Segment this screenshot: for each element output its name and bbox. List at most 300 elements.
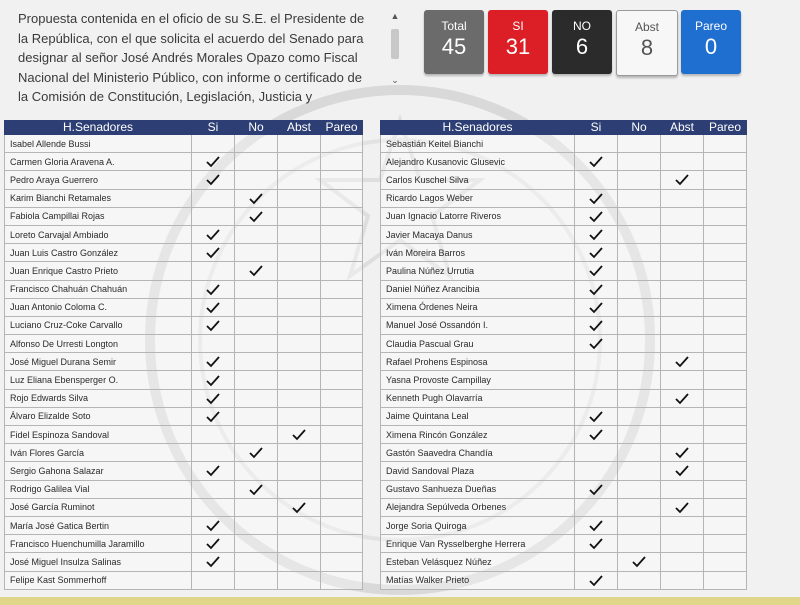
check-icon <box>205 319 221 332</box>
abst-count-box <box>616 10 678 76</box>
vote-cell-no <box>235 171 278 189</box>
vote-cell-abst <box>661 316 704 334</box>
vote-cell-pareo <box>704 171 747 189</box>
vote-cell-si <box>192 371 235 389</box>
check-icon <box>588 410 604 423</box>
vote-cell-pareo <box>704 316 747 334</box>
table-row <box>381 353 747 371</box>
table-row <box>381 316 747 334</box>
senator-name: David Sandoval Plaza <box>381 462 575 480</box>
senator-name: Claudia Pascual Grau <box>381 335 575 353</box>
vote-cell-pareo <box>321 553 363 571</box>
table-row <box>381 553 747 571</box>
vote-cell-no <box>618 571 661 589</box>
vote-cell-no <box>618 462 661 480</box>
vote-cell-abst <box>278 462 321 480</box>
check-icon <box>588 519 604 532</box>
check-icon <box>674 446 690 459</box>
vote-cell-si <box>192 316 235 334</box>
scroll-thumb[interactable] <box>391 29 399 59</box>
vote-cell-pareo <box>704 153 747 171</box>
scroll-track[interactable] <box>391 23 399 73</box>
check-icon <box>205 537 221 550</box>
vote-cell-pareo <box>704 225 747 243</box>
vote-cell-si <box>192 262 235 280</box>
vote-cell-pareo <box>704 480 747 498</box>
vote-cell-no <box>618 225 661 243</box>
pareo-label: Pareo <box>694 19 728 33</box>
vote-cell-si <box>192 571 235 589</box>
vote-cell-si <box>192 444 235 462</box>
no-value: 6 <box>575 34 589 59</box>
vote-cell-abst <box>661 480 704 498</box>
vote-cell-pareo <box>704 407 747 425</box>
vote-cell-no <box>235 280 278 298</box>
senator-name: Iván Moreira Barros <box>381 244 575 262</box>
vote-cell-no <box>235 225 278 243</box>
si-value: 31 <box>505 34 531 59</box>
vote-cell-si <box>575 462 618 480</box>
senator-name: José Miguel Durana Semir <box>5 353 192 371</box>
vote-cell-abst <box>278 244 321 262</box>
table-row <box>5 207 363 225</box>
check-icon <box>205 464 221 477</box>
senator-name: Felipe Kast Sommerhoff <box>5 571 192 589</box>
table-row <box>381 280 747 298</box>
column-header-senators: H.Senadores <box>5 121 192 135</box>
vote-cell-abst <box>278 280 321 298</box>
vote-cell-abst <box>278 571 321 589</box>
senator-name: Jaime Quintana Leal <box>381 407 575 425</box>
table-row <box>5 153 363 171</box>
vote-cell-si <box>575 426 618 444</box>
senators-vote-table-right <box>380 120 747 590</box>
vote-cell-pareo <box>704 371 747 389</box>
vote-cell-si <box>192 171 235 189</box>
vote-cell-no <box>235 244 278 262</box>
total-value: 45 <box>441 34 467 59</box>
table-row <box>5 262 363 280</box>
bottom-border <box>0 597 800 605</box>
vote-cell-si <box>192 389 235 407</box>
vote-cell-no <box>235 207 278 225</box>
check-icon <box>205 355 221 368</box>
vote-cell-si <box>575 553 618 571</box>
check-icon <box>588 283 604 296</box>
senator-name: Rafael Prohens Espinosa <box>381 353 575 371</box>
vote-cell-abst <box>278 407 321 425</box>
senator-name: Rojo Edwards Silva <box>5 389 192 407</box>
vote-cell-abst <box>661 371 704 389</box>
table-row <box>5 389 363 407</box>
senator-name: Jorge Soria Quiroga <box>381 516 575 534</box>
chevron-down-icon[interactable]: ⌄ <box>391 75 399 85</box>
table-row <box>5 462 363 480</box>
senator-name: Pedro Araya Guerrero <box>5 171 192 189</box>
vote-cell-no <box>618 316 661 334</box>
vote-cell-si <box>575 516 618 534</box>
no-count-box <box>552 10 612 74</box>
vote-cell-no <box>618 444 661 462</box>
vote-cell-abst <box>278 189 321 207</box>
vote-cell-no <box>235 462 278 480</box>
vote-cell-no <box>618 262 661 280</box>
senator-name: José Miguel Insulza Salinas <box>5 553 192 571</box>
vote-cell-abst <box>278 480 321 498</box>
table-row <box>381 444 747 462</box>
vote-cell-abst <box>278 316 321 334</box>
vote-cell-si <box>575 444 618 462</box>
vote-cell-no <box>235 298 278 316</box>
vote-cell-abst <box>661 353 704 371</box>
vote-cell-si <box>575 353 618 371</box>
vote-cell-no <box>618 535 661 553</box>
vote-cell-abst <box>661 335 704 353</box>
check-icon <box>248 264 264 277</box>
vote-cell-abst <box>661 553 704 571</box>
no-label: NO <box>573 19 591 33</box>
column-header-si: Si <box>192 121 235 135</box>
vote-cell-si <box>192 298 235 316</box>
senator-name: Matías Walker Prieto <box>381 571 575 589</box>
check-icon <box>588 210 604 223</box>
senator-name: Yasna Provoste Campillay <box>381 371 575 389</box>
senator-name: Manuel José Ossandón I. <box>381 316 575 334</box>
vote-cell-si <box>192 225 235 243</box>
column-header-abst: Abst <box>661 121 704 135</box>
vote-cell-no <box>618 371 661 389</box>
vote-cell-pareo <box>704 335 747 353</box>
vote-cell-no <box>618 516 661 534</box>
table-row <box>5 335 363 353</box>
table-row <box>381 225 747 243</box>
vote-cell-abst <box>278 553 321 571</box>
senator-name: Juan Ignacio Latorre Riveros <box>381 207 575 225</box>
table-header-row <box>381 121 747 135</box>
table-row <box>5 316 363 334</box>
senator-name: Alejandra Sepúlveda Orbenes <box>381 498 575 516</box>
vote-cell-no <box>235 262 278 280</box>
vote-cell-pareo <box>321 335 363 353</box>
vote-cell-si <box>575 189 618 207</box>
table-row <box>381 244 747 262</box>
table-row <box>5 298 363 316</box>
senator-name: Alfonso De Urresti Longton <box>5 335 192 353</box>
vote-cell-no <box>235 535 278 553</box>
vote-cell-abst <box>661 244 704 262</box>
table-row <box>5 553 363 571</box>
vote-cell-pareo <box>321 426 363 444</box>
check-icon <box>588 301 604 314</box>
table-row <box>381 407 747 425</box>
senator-name: Fidel Espinoza Sandoval <box>5 426 192 444</box>
table-row <box>381 135 747 153</box>
vote-cell-abst <box>661 462 704 480</box>
vote-cell-abst <box>278 426 321 444</box>
vote-cell-no <box>618 280 661 298</box>
vote-cell-abst <box>661 135 704 153</box>
vote-cell-si <box>575 407 618 425</box>
vote-cell-no <box>618 298 661 316</box>
table-row <box>5 135 363 153</box>
senator-name: Juan Luis Castro González <box>5 244 192 262</box>
check-icon <box>588 483 604 496</box>
vote-cell-si <box>575 298 618 316</box>
check-icon <box>205 519 221 532</box>
vote-cell-pareo <box>321 498 363 516</box>
vote-cell-no <box>235 389 278 407</box>
vote-cell-no <box>618 389 661 407</box>
column-header-no: No <box>235 121 278 135</box>
check-icon <box>248 483 264 496</box>
vote-cell-pareo <box>704 571 747 589</box>
vote-cell-no <box>618 407 661 425</box>
vote-cell-si <box>575 171 618 189</box>
check-icon <box>674 173 690 186</box>
vote-cell-no <box>618 171 661 189</box>
vote-cell-si <box>192 207 235 225</box>
vote-cell-pareo <box>321 444 363 462</box>
vote-cell-pareo <box>321 571 363 589</box>
senator-name: Daniel Núñez Arancibia <box>381 280 575 298</box>
table-row <box>381 298 747 316</box>
senator-name: Fabiola Campillai Rojas <box>5 207 192 225</box>
senator-name: Carmen Gloria Aravena A. <box>5 153 192 171</box>
table-header-row <box>5 121 363 135</box>
vote-cell-pareo <box>321 153 363 171</box>
senator-name: Javier Macaya Danus <box>381 225 575 243</box>
vote-cell-pareo <box>704 244 747 262</box>
check-icon <box>588 337 604 350</box>
vote-cell-si <box>192 516 235 534</box>
table-row <box>381 535 747 553</box>
vote-cell-no <box>618 207 661 225</box>
column-header-si: Si <box>575 121 618 135</box>
vote-cell-abst <box>661 535 704 553</box>
table-row <box>5 426 363 444</box>
vote-cell-si <box>575 225 618 243</box>
vote-cell-pareo <box>704 262 747 280</box>
vote-cell-abst <box>661 262 704 280</box>
table-row <box>381 571 747 589</box>
senator-name: Luz Eliana Ebensperger O. <box>5 371 192 389</box>
vote-cell-pareo <box>321 135 363 153</box>
vote-cell-si <box>192 553 235 571</box>
senator-name: Gastón Saavedra Chandía <box>381 444 575 462</box>
vote-cell-abst <box>661 444 704 462</box>
table-row <box>5 244 363 262</box>
vote-cell-si <box>575 571 618 589</box>
check-icon <box>291 428 307 441</box>
table-row <box>381 426 747 444</box>
senator-name: Iván Flores García <box>5 444 192 462</box>
vote-cell-pareo <box>321 280 363 298</box>
table-row <box>5 171 363 189</box>
check-icon <box>674 355 690 368</box>
senator-name: Álvaro Elizalde Soto <box>5 407 192 425</box>
check-icon <box>291 501 307 514</box>
table-row <box>5 516 363 534</box>
check-icon <box>205 155 221 168</box>
table-row <box>5 498 363 516</box>
check-icon <box>588 264 604 277</box>
senator-name: Ximena Rincón González <box>381 426 575 444</box>
vote-cell-si <box>192 480 235 498</box>
table-row <box>381 153 747 171</box>
vote-cell-si <box>192 153 235 171</box>
vote-cell-si <box>575 316 618 334</box>
vote-cell-pareo <box>704 553 747 571</box>
vote-cell-pareo <box>704 462 747 480</box>
senator-name: Karim Bianchi Retamales <box>5 189 192 207</box>
table-row <box>5 480 363 498</box>
vote-cell-abst <box>278 516 321 534</box>
chevron-up-icon[interactable]: ▲ <box>390 11 400 21</box>
table-row <box>5 353 363 371</box>
vote-cell-abst <box>278 371 321 389</box>
vote-cell-pareo <box>321 316 363 334</box>
vote-cell-abst <box>278 135 321 153</box>
column-header-senators: H.Senadores <box>381 121 575 135</box>
table-row <box>5 225 363 243</box>
vote-cell-abst <box>661 189 704 207</box>
vote-cell-pareo <box>704 535 747 553</box>
vote-cell-no <box>235 516 278 534</box>
vote-cell-pareo <box>704 426 747 444</box>
vote-cell-no <box>235 335 278 353</box>
check-icon <box>588 428 604 441</box>
check-icon <box>588 192 604 205</box>
check-icon <box>205 555 221 568</box>
table-row <box>5 535 363 553</box>
vote-cell-no <box>618 135 661 153</box>
vote-cell-si <box>575 244 618 262</box>
senator-name: Loreto Carvajal Ambiado <box>5 225 192 243</box>
vote-cell-abst <box>278 298 321 316</box>
check-icon <box>205 173 221 186</box>
table-row <box>381 498 747 516</box>
vote-cell-si <box>192 280 235 298</box>
vote-cell-abst <box>661 389 704 407</box>
vote-cell-pareo <box>321 353 363 371</box>
vote-cell-pareo <box>321 225 363 243</box>
vote-cell-no <box>618 335 661 353</box>
vote-cell-pareo <box>321 371 363 389</box>
senator-name: María José Gatica Bertin <box>5 516 192 534</box>
vote-cell-abst <box>661 516 704 534</box>
vote-cell-no <box>235 316 278 334</box>
check-icon <box>205 410 221 423</box>
vote-cell-abst <box>661 571 704 589</box>
vote-cell-pareo <box>321 189 363 207</box>
motion-scrollbar[interactable] <box>389 11 401 85</box>
senator-name: Isabel Allende Bussi <box>5 135 192 153</box>
senator-name: Sebastián Keitel Bianchi <box>381 135 575 153</box>
vote-cell-si <box>575 335 618 353</box>
vote-cell-abst <box>278 535 321 553</box>
vote-cell-pareo <box>321 262 363 280</box>
vote-cell-abst <box>278 498 321 516</box>
vote-cell-no <box>618 189 661 207</box>
vote-cell-si <box>192 135 235 153</box>
vote-cell-abst <box>661 207 704 225</box>
vote-cell-pareo <box>704 353 747 371</box>
vote-cell-si <box>192 462 235 480</box>
pareo-count-box <box>681 10 741 74</box>
vote-cell-pareo <box>321 244 363 262</box>
vote-cell-no <box>235 153 278 171</box>
vote-cell-pareo <box>704 516 747 534</box>
vote-cell-si <box>192 353 235 371</box>
vote-cell-abst <box>661 407 704 425</box>
vote-cell-no <box>618 244 661 262</box>
vote-cell-si <box>575 371 618 389</box>
vote-cell-no <box>235 353 278 371</box>
vote-cell-no <box>235 480 278 498</box>
vote-cell-pareo <box>704 389 747 407</box>
vote-cell-pareo <box>321 535 363 553</box>
vote-cell-pareo <box>704 498 747 516</box>
vote-cell-abst <box>661 153 704 171</box>
table-row <box>5 444 363 462</box>
table-row <box>381 262 747 280</box>
senator-name: Esteban Velásquez Núñez <box>381 553 575 571</box>
table-row <box>381 335 747 353</box>
table-row <box>381 516 747 534</box>
vote-cell-si <box>192 335 235 353</box>
vote-cell-abst <box>278 207 321 225</box>
vote-cell-no <box>235 371 278 389</box>
vote-cell-no <box>235 407 278 425</box>
vote-cell-abst <box>278 444 321 462</box>
vote-cell-pareo <box>321 480 363 498</box>
vote-cell-pareo <box>321 171 363 189</box>
vote-cell-pareo <box>321 207 363 225</box>
vote-cell-no <box>235 553 278 571</box>
table-row <box>5 571 363 589</box>
vote-cell-abst <box>661 298 704 316</box>
vote-cell-abst <box>661 426 704 444</box>
table-row <box>5 371 363 389</box>
vote-cell-abst <box>278 153 321 171</box>
senator-name: Ximena Órdenes Neira <box>381 298 575 316</box>
vote-cell-pareo <box>704 207 747 225</box>
abst-label: Abst <box>634 20 659 34</box>
vote-cell-no <box>618 426 661 444</box>
vote-cell-no <box>235 498 278 516</box>
check-icon <box>588 228 604 241</box>
senators-vote-table-left <box>4 120 363 590</box>
check-icon <box>588 155 604 168</box>
vote-cell-si <box>575 207 618 225</box>
vote-cell-abst <box>278 171 321 189</box>
vote-cell-abst <box>661 280 704 298</box>
check-icon <box>205 228 221 241</box>
senator-name: Gustavo Sanhueza Dueñas <box>381 480 575 498</box>
senator-name: Rodrigo Galilea Vial <box>5 480 192 498</box>
vote-cell-no <box>235 189 278 207</box>
column-header-no: No <box>618 121 661 135</box>
vote-cell-si <box>192 535 235 553</box>
vote-cell-pareo <box>321 516 363 534</box>
si-label: SI <box>512 19 524 33</box>
check-icon <box>674 392 690 405</box>
vote-cell-si <box>192 498 235 516</box>
vote-cell-pareo <box>321 389 363 407</box>
vote-cell-no <box>618 353 661 371</box>
senator-name: Carlos Kuschel Silva <box>381 171 575 189</box>
check-icon <box>205 246 221 259</box>
